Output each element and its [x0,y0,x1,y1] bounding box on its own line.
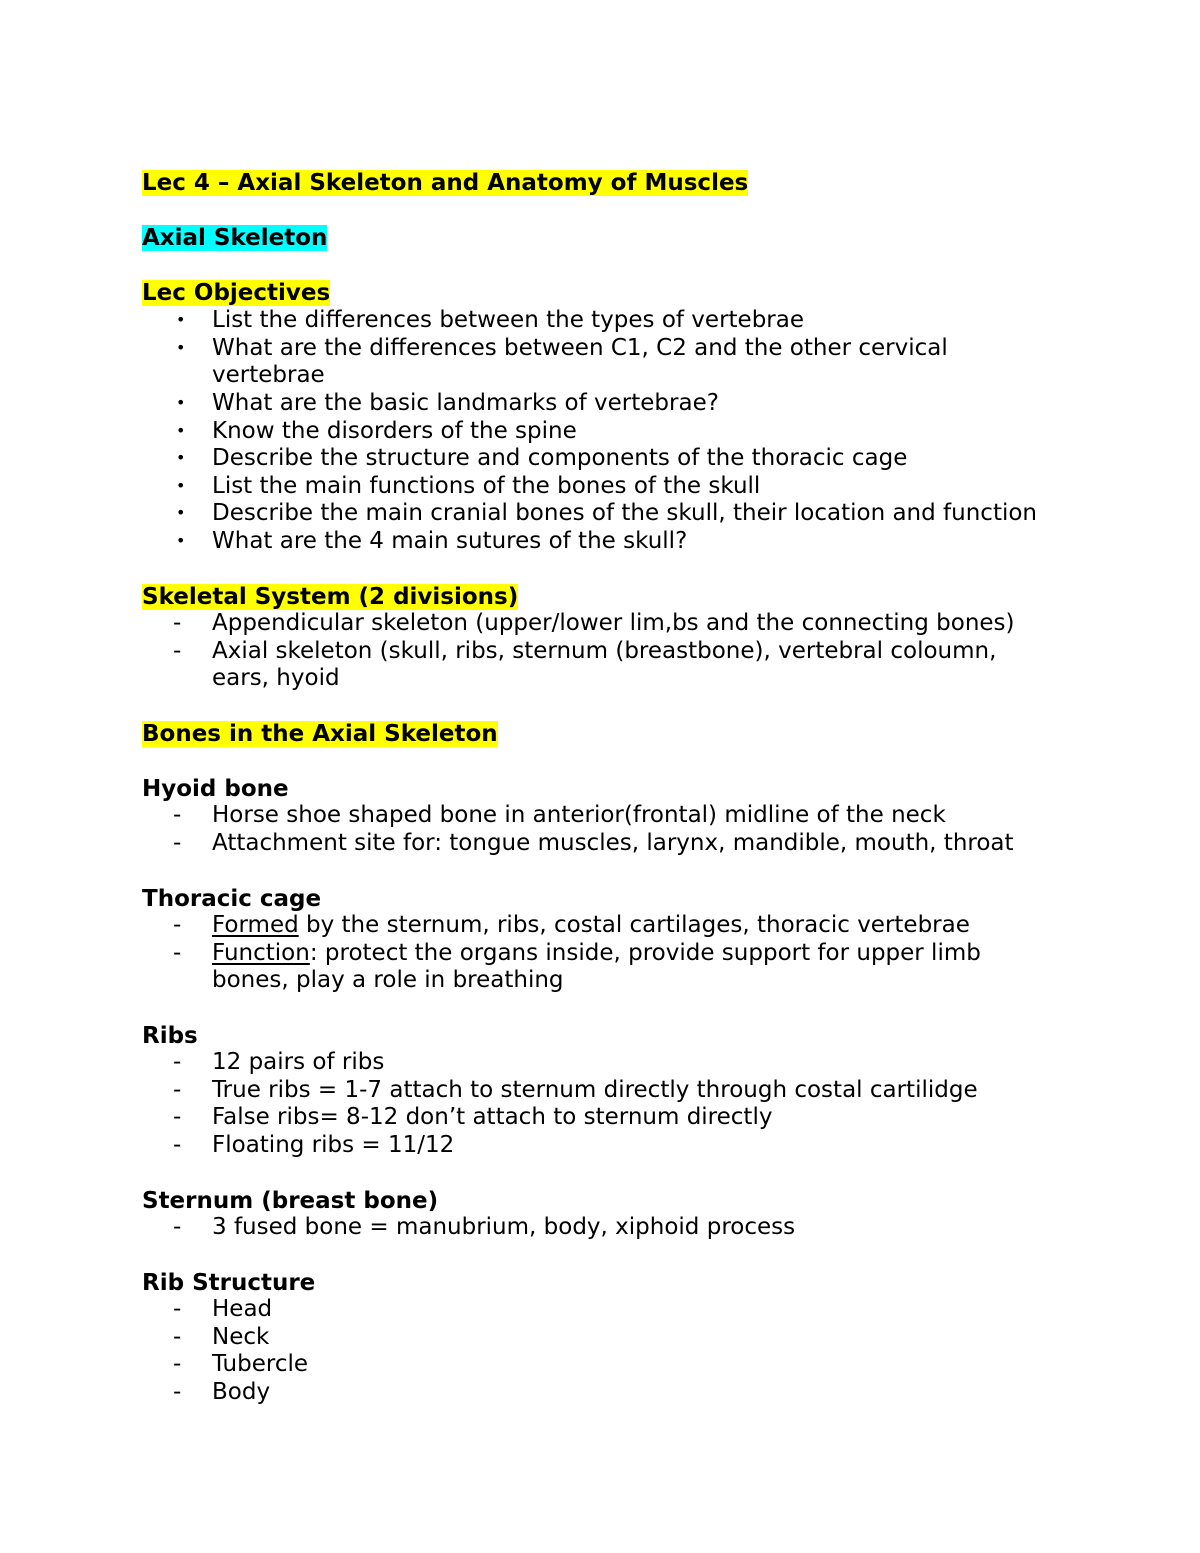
hyoid-heading: Hyoid bone [142,776,289,802]
ribs-heading: Ribs [142,1023,198,1049]
skeletal-system-heading: Skeletal System (2 divisions) [142,584,519,610]
document-page: Lec 4 – Axial Skeleton and Anatomy of Muscles Axial Skeleton Lec Objectives • List the differences between the types of vertebrae • What are the differences between C1, C2 and the other cervical vertebrae • What are the basic landmarks of vertebrae? • Know the disorders of the spine • Describe the structure and components of the thoracic cage • List the main functions of the bones of the skull • Describe the main cranial bones of the skull, their location and function • What are the 4 main sutures of the skull? Skeletal System (2 divisions) - Appendicular skeleton (upper/lower lim,bs and the connecting bones) - Axial skeleton (skull, ribs, sternum (breastbone), vertebral coloumn, ears, hyoid Bones in the Axial Skeleton Hyoid bone - Horse shoe shaped bone in anterior(frontal) midline of the neck - Attachment site for: tongue muscles, larynx, mandible, mouth, throat Thoracic cage - Formed by the sternum, ribs, costal cartilages, thoracic vertebrae - Function: protect the organs inside, provide support for upper limb bones, play a role in breathing Ribs - 12 pairs of ribs - True ribs = 1-7 attach to sternum directly through costal cartilidge - False ribs= 8-12 don’t attach to sternum directly - Floating ribs = 11/12 Sternum (breast bone) - 3 fused bone = manubrium, body, xiphoid process Rib Structure - Head - Neck - Tubercle - Body [142,170,1038,1405]
bones-axial-heading: Bones in the Axial Skeleton [142,721,498,747]
thoracic-heading: Thoracic cage [142,886,322,912]
section-heading-axial-skeleton: Axial Skeleton [142,225,328,251]
lecture-title: Lec 4 – Axial Skeleton and Anatomy of Muscles [142,170,749,196]
rib-structure-heading: Rib Structure [142,1270,316,1296]
objectives-heading: Lec Objectives [142,280,331,306]
sternum-heading: Sternum (breast bone) [142,1188,439,1214]
